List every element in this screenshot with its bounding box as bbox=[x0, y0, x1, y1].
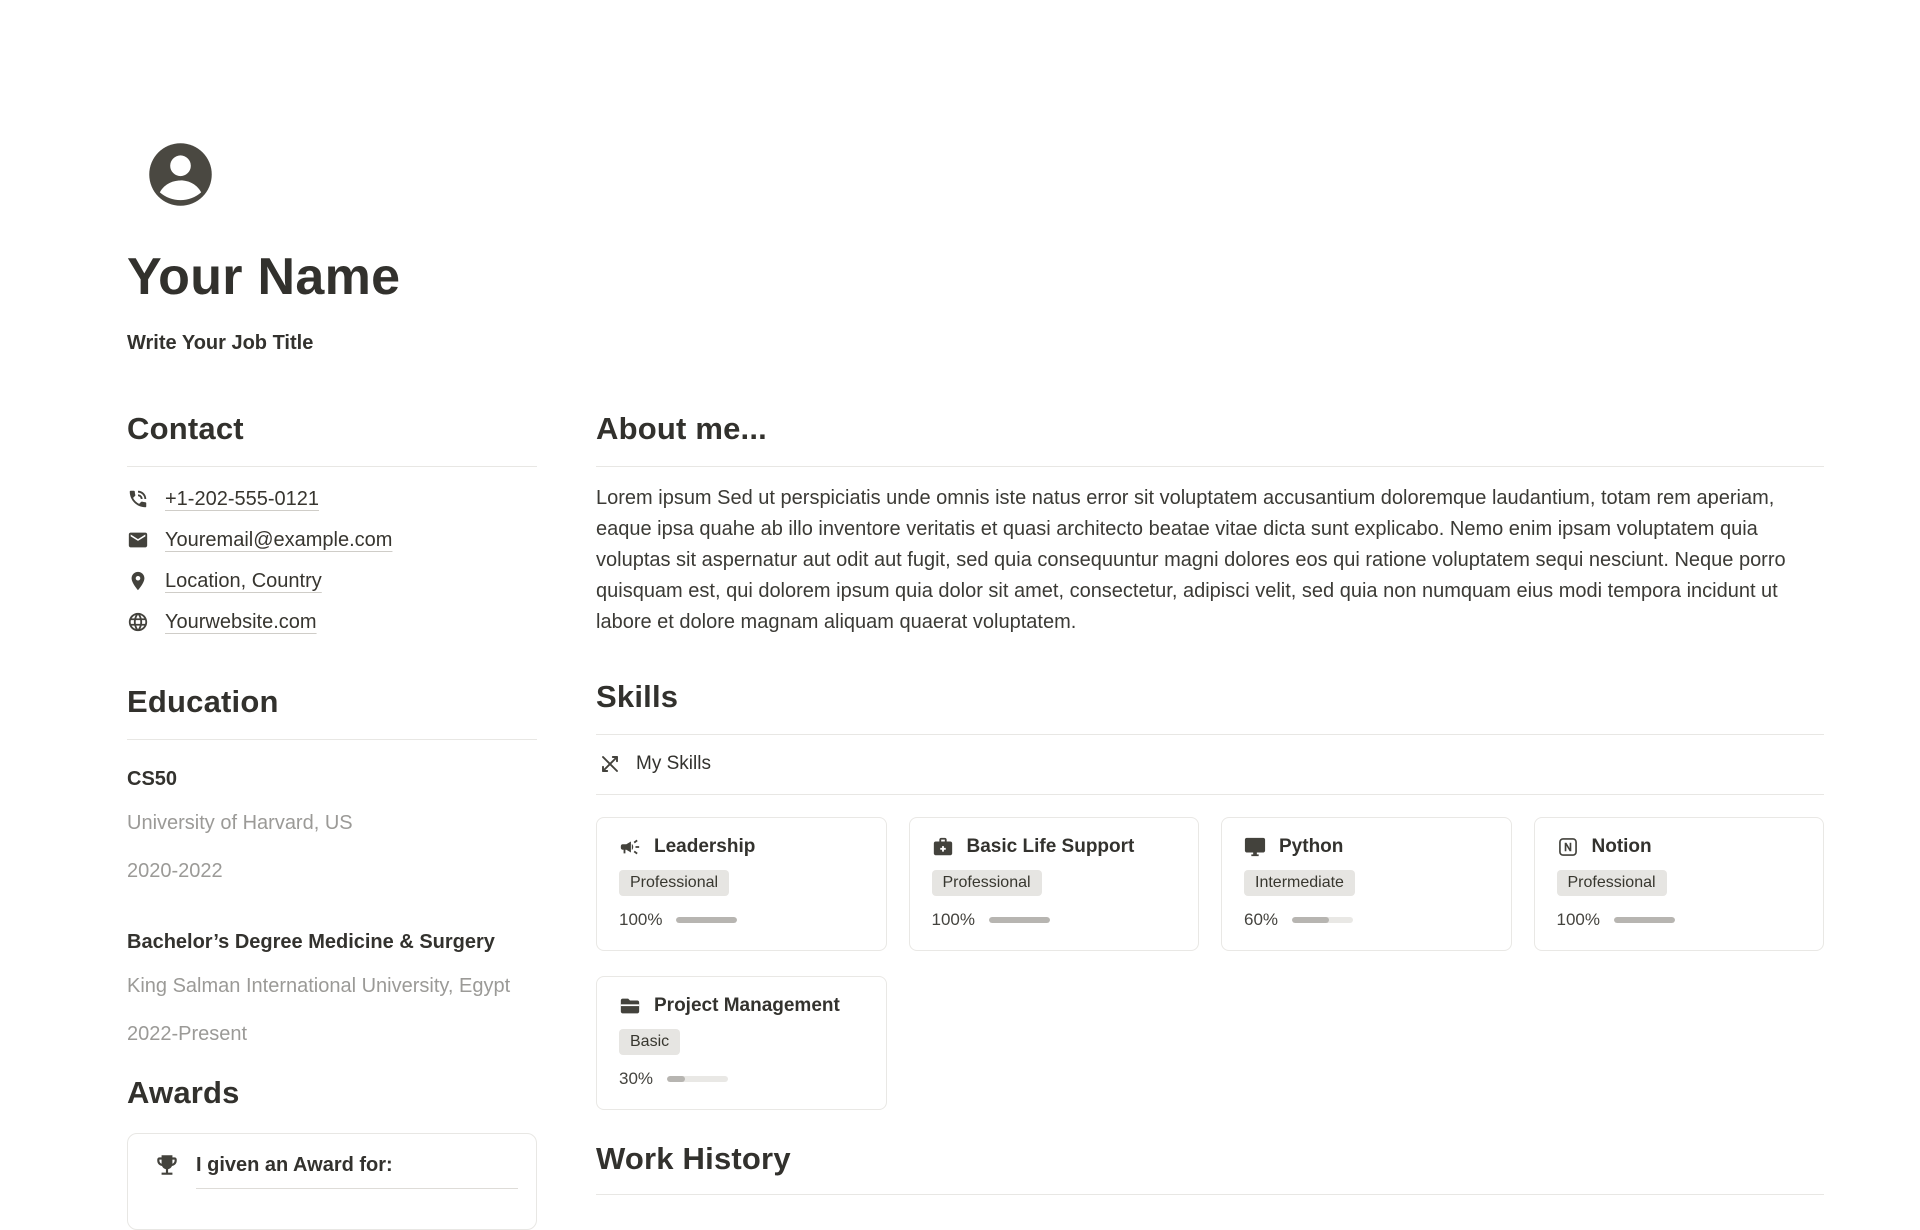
skill-card[interactable] bbox=[909, 817, 1200, 951]
person-icon bbox=[143, 137, 218, 212]
skill-progress-row bbox=[1244, 910, 1489, 930]
education-school: King Salman International University, Egypt bbox=[127, 975, 511, 998]
avatar[interactable] bbox=[143, 137, 218, 212]
contact-link[interactable]: Yourwebsite.com bbox=[165, 610, 317, 633]
skill-progress-bar bbox=[676, 917, 737, 923]
skills-heading: Skills bbox=[596, 678, 1824, 735]
award-card bbox=[127, 1133, 537, 1230]
skill-percent: 100% bbox=[619, 910, 663, 930]
trophy-icon bbox=[154, 1152, 180, 1178]
skill-card[interactable] bbox=[1534, 817, 1825, 951]
skill-progress-bar bbox=[1292, 917, 1353, 923]
contact-link[interactable]: Location, Country bbox=[165, 569, 322, 592]
medical-bag-icon bbox=[932, 836, 954, 858]
skill-level-badge: Basic bbox=[619, 1029, 680, 1055]
skill-progress-row bbox=[619, 910, 864, 930]
contact-list bbox=[127, 467, 537, 643]
skill-percent: 100% bbox=[931, 910, 975, 930]
skill-level-badge: Professional bbox=[619, 870, 729, 896]
skill-card[interactable] bbox=[1221, 817, 1512, 951]
monitor-icon bbox=[1244, 836, 1266, 858]
skill-name: Basic Life Support bbox=[966, 836, 1135, 858]
skill-percent: 60% bbox=[1244, 910, 1279, 930]
globe-icon bbox=[127, 611, 149, 633]
page-title: Your Name bbox=[127, 248, 401, 306]
location-icon bbox=[127, 570, 149, 592]
award-input-line[interactable] bbox=[196, 1188, 518, 1189]
contact-item[interactable] bbox=[127, 602, 537, 643]
skill-title-row bbox=[619, 995, 864, 1017]
contact-heading: Contact bbox=[127, 410, 537, 467]
contact-item[interactable] bbox=[127, 561, 537, 602]
skill-card[interactable] bbox=[596, 817, 887, 951]
crossed-arrows-icon bbox=[598, 752, 622, 776]
skill-title-row bbox=[1244, 836, 1489, 858]
education-item bbox=[127, 931, 537, 1050]
education-school: University of Harvard, US bbox=[127, 812, 353, 835]
skill-progress-fill bbox=[1292, 917, 1329, 923]
skill-progress-bar bbox=[989, 917, 1050, 923]
job-title: Write Your Job Title bbox=[127, 331, 314, 354]
skill-title-row bbox=[932, 836, 1177, 858]
skill-progress-fill bbox=[676, 917, 737, 923]
skills-group-label: My Skills bbox=[636, 753, 711, 775]
education-years: 2020-2022 bbox=[127, 860, 223, 883]
skill-progress-fill bbox=[667, 1076, 685, 1082]
contact-item[interactable] bbox=[127, 520, 537, 561]
awards-heading: Awards bbox=[127, 1075, 240, 1111]
contact-link[interactable]: Youremail@example.com bbox=[165, 528, 393, 551]
email-icon bbox=[127, 529, 149, 551]
skill-progress-row bbox=[932, 910, 1177, 930]
contact-link[interactable]: +1-202-555-0121 bbox=[165, 487, 320, 510]
education-heading: Education bbox=[127, 683, 537, 740]
skills-grid bbox=[596, 817, 1824, 1110]
contact-item[interactable] bbox=[127, 479, 537, 520]
skill-name: Leadership bbox=[654, 836, 756, 858]
about-heading: About me... bbox=[596, 410, 1824, 467]
skill-level-badge: Intermediate bbox=[1244, 870, 1355, 896]
skills-group-toggle[interactable] bbox=[596, 735, 1824, 795]
megaphone-icon bbox=[619, 836, 641, 858]
skill-progress-fill bbox=[989, 917, 1050, 923]
skill-progress-bar bbox=[667, 1076, 728, 1082]
about-text: Lorem ipsum Sed ut perspiciatis unde omnis iste natus error sit voluptatem accusantium doloremque laudantium, totam rem aperiam, eaque ipsa quahe ab illo inventore veritatis et quasi architecto beatae vitae dicta sunt explicabo. Nemo enim ipsam voluptatem quia voluptas sit aspernatur aut odit aut fugit, sed quia consequuntur magni dolores eos qui ratione voluptatem sequi nesciunt. Neque porro quisquam est, qui dolorem ipsum quia dolor sit amet, consectetur, adipisci velit, sed quia non numquam eius modi tempora incidunt ut labore et dolore magnam aliquam quaerat voluptatem. bbox=[596, 487, 1786, 634]
skill-title-row bbox=[1557, 836, 1802, 858]
work-history-heading: Work History bbox=[596, 1140, 1824, 1194]
skill-name: Python bbox=[1279, 836, 1344, 858]
award-row bbox=[154, 1152, 510, 1178]
education-list bbox=[127, 768, 537, 1050]
phone-icon bbox=[127, 488, 149, 510]
skill-name: Project Management bbox=[654, 995, 840, 1017]
skill-progress-bar bbox=[1614, 917, 1675, 923]
skill-percent: 100% bbox=[1556, 910, 1600, 930]
notion-icon bbox=[1557, 836, 1579, 858]
skill-level-badge: Professional bbox=[1557, 870, 1667, 896]
skill-progress-row bbox=[1557, 910, 1802, 930]
skill-name: Notion bbox=[1591, 836, 1652, 858]
skill-percent: 30% bbox=[619, 1069, 654, 1089]
skill-progress-row bbox=[619, 1069, 864, 1089]
right-column bbox=[596, 137, 1824, 1230]
award-label: I given an Award for: bbox=[196, 1153, 393, 1176]
skill-title-row bbox=[619, 836, 864, 858]
skill-progress-fill bbox=[1614, 917, 1675, 923]
education-years: 2022-Present bbox=[127, 1023, 248, 1046]
education-item bbox=[127, 768, 537, 887]
education-degree: Bachelor’s Degree Medicine & Surgery bbox=[127, 931, 495, 954]
left-column bbox=[127, 137, 537, 1230]
skill-level-badge: Professional bbox=[932, 870, 1042, 896]
skill-card[interactable] bbox=[596, 976, 887, 1110]
folder-icon bbox=[619, 995, 641, 1017]
education-degree: CS50 bbox=[127, 768, 178, 791]
